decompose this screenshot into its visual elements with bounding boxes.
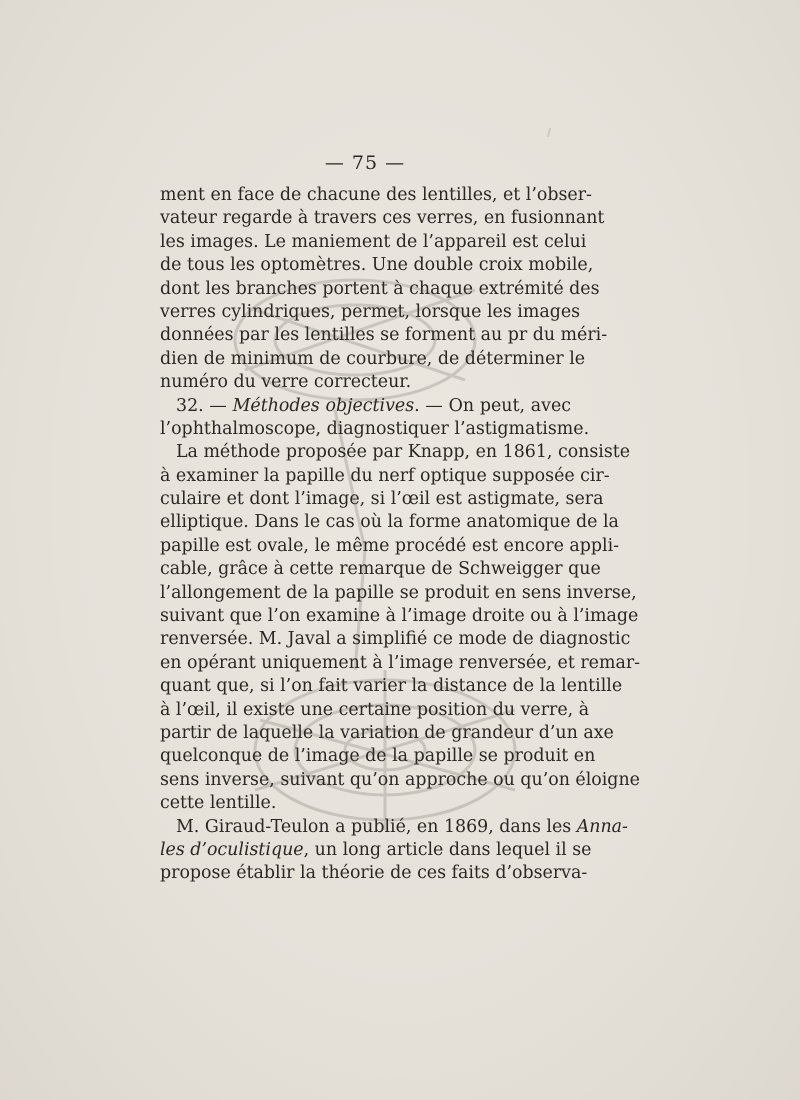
text-span: . — On peut, avec	[414, 395, 571, 416]
text-line: elliptique. Dans le cas où la forme anatomique de la	[160, 512, 619, 533]
text-line: cable, grâce à cette remarque de Schweigger que	[160, 559, 601, 580]
text-line: de tous les optomètres. Une double croix mobile,	[160, 255, 594, 276]
text-line: dont les branches portent à chaque extrémité des	[160, 278, 600, 299]
stray-mark	[547, 128, 551, 137]
page-number: — 75 —	[324, 152, 406, 174]
text-line: les images. Le maniement de l’appareil est celui	[160, 231, 587, 252]
text-line: à l’œil, il existe une certaine position du verre, à	[160, 699, 590, 720]
italic-text: les d’oculistique	[160, 839, 304, 860]
text-line: quant que, si l’on fait varier la distance de la lentille	[160, 676, 623, 697]
text-line	[160, 395, 571, 418]
text-line: renversée. M. Javal a simplifié ce mode de diagnostic	[160, 629, 631, 650]
text-line: culaire et dont l’image, si l’œil est astigmate, sera	[160, 489, 604, 510]
text-line: numéro du verre correcteur.	[160, 372, 412, 393]
text-line: vateur regarde à travers ces verres, en fusionnant	[160, 208, 605, 229]
text-line: partir de laquelle la variation de grandeur d’un axe	[160, 722, 614, 743]
text-line: papille est ovale, le même procédé est encore appli-	[160, 535, 620, 556]
text-line: ment en face de chacune des lentilles, et l’obser-	[160, 185, 592, 205]
text-line: données par les lentilles se forment au pr du méri-	[160, 325, 608, 346]
text-line	[160, 816, 628, 839]
text-line: l’allongement de la papille se produit en sens inverse,	[160, 582, 637, 603]
text-line: propose établir la théorie de ces faits d’observa-	[160, 863, 588, 884]
text-span: 32. —	[176, 395, 233, 416]
text-line: sens inverse, suivant qu’on approche ou qu’on éloigne	[160, 769, 640, 790]
text-line: l’ophthalmoscope, diagnostiquer l’astigmatisme.	[160, 418, 590, 439]
body-text	[160, 184, 641, 886]
text-line: verres cylindriques, permet, lorsque les images	[160, 301, 581, 322]
text-line: La méthode proposée par Knapp, en 1861, consiste	[176, 442, 631, 463]
text-line	[160, 839, 592, 862]
text-line: quelconque de l’image de la papille se produit en	[160, 746, 596, 767]
text-line: cette lentille.	[160, 793, 277, 814]
text-line: suivant que l’on examine à l’image droite ou à l’image	[160, 606, 639, 627]
text-span: M. Giraud-Teulon a publié, en 1869, dans les	[176, 816, 577, 837]
text-span: , un long article dans lequel il se	[303, 839, 592, 860]
italic-text: Méthodes objectives	[232, 395, 415, 416]
text-line: dien de minimum de courbure, de déterminer le	[160, 348, 586, 369]
italic-text: Anna-	[576, 816, 628, 837]
text-line: en opérant uniquement à l’image renversée, et remar-	[160, 652, 641, 673]
text-line: à examiner la papille du nerf optique supposée cir-	[160, 465, 610, 486]
